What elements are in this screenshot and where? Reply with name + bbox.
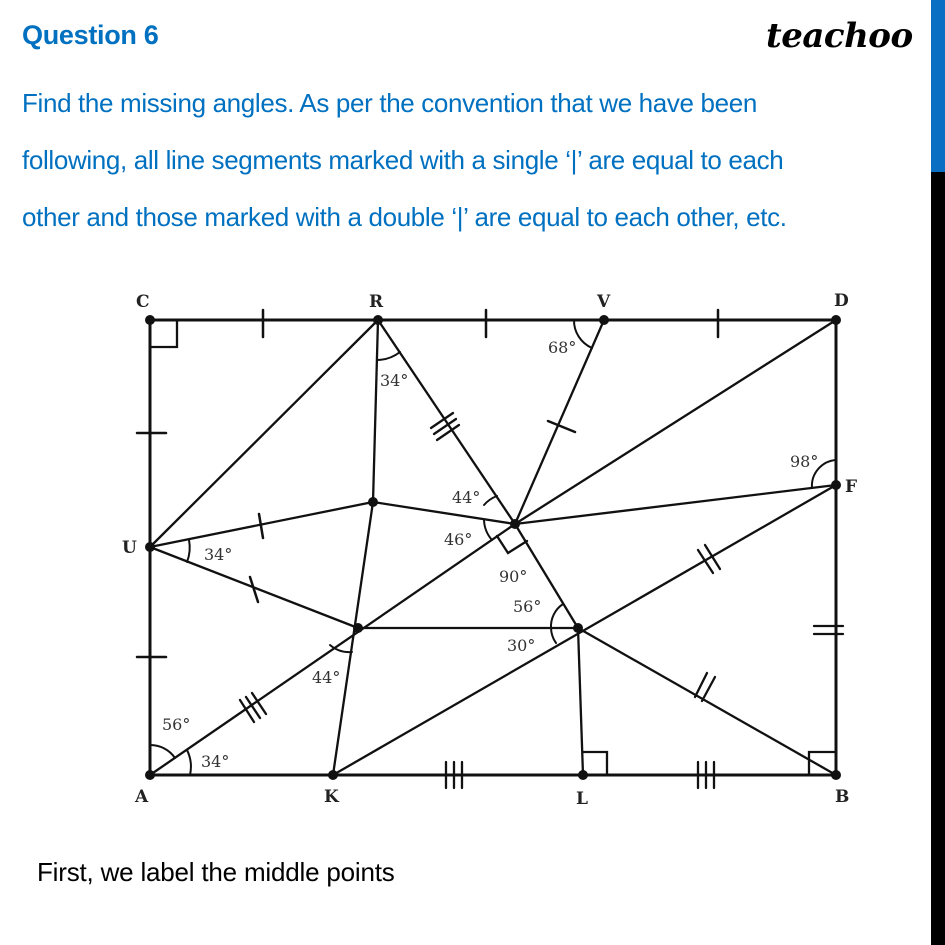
angle-label-center-left: 46°	[444, 530, 473, 549]
label-d: D	[834, 291, 849, 311]
label-r: R	[369, 292, 384, 312]
angle-label-a-top: 56°	[162, 715, 191, 734]
caption: First, we label the middle points	[37, 857, 395, 887]
brand-logo: teachoo	[766, 16, 913, 56]
label-l: L	[576, 789, 588, 809]
label-c: C	[136, 292, 150, 312]
problem-line: following, all line segments marked with a single ‘|’ are equal to each	[22, 145, 784, 175]
label-k: K	[324, 787, 339, 807]
angle-label-p4-bottom: 30°	[507, 636, 536, 655]
angle-label-r: 34°	[380, 371, 409, 390]
label-f: F	[845, 477, 858, 497]
angle-label-u: 34°	[204, 545, 233, 564]
label-b: B	[835, 787, 850, 807]
label-a: A	[135, 787, 149, 807]
question-title: Question 6	[22, 20, 159, 50]
points	[145, 315, 841, 780]
label-u: U	[122, 538, 137, 558]
angle-label-a-bottom: 34°	[201, 752, 230, 771]
angle-label-p3: 44°	[312, 668, 341, 687]
angle-label-v: 68°	[548, 338, 577, 357]
angle-label-f: 98°	[790, 452, 819, 471]
double-tick-marks	[695, 545, 843, 701]
label-v: V	[597, 292, 611, 312]
problem-line: Find the missing angles. As per the convention that we have been	[22, 88, 757, 118]
angle-label-p4-top: 56°	[513, 597, 542, 616]
angle-label-center-right: 90°	[499, 567, 528, 586]
problem-line: other and those marked with a double ‘|’ are equal to each other, etc.	[22, 202, 787, 232]
single-tick-marks	[137, 310, 718, 657]
angle-label-center-top: 44°	[452, 488, 481, 507]
